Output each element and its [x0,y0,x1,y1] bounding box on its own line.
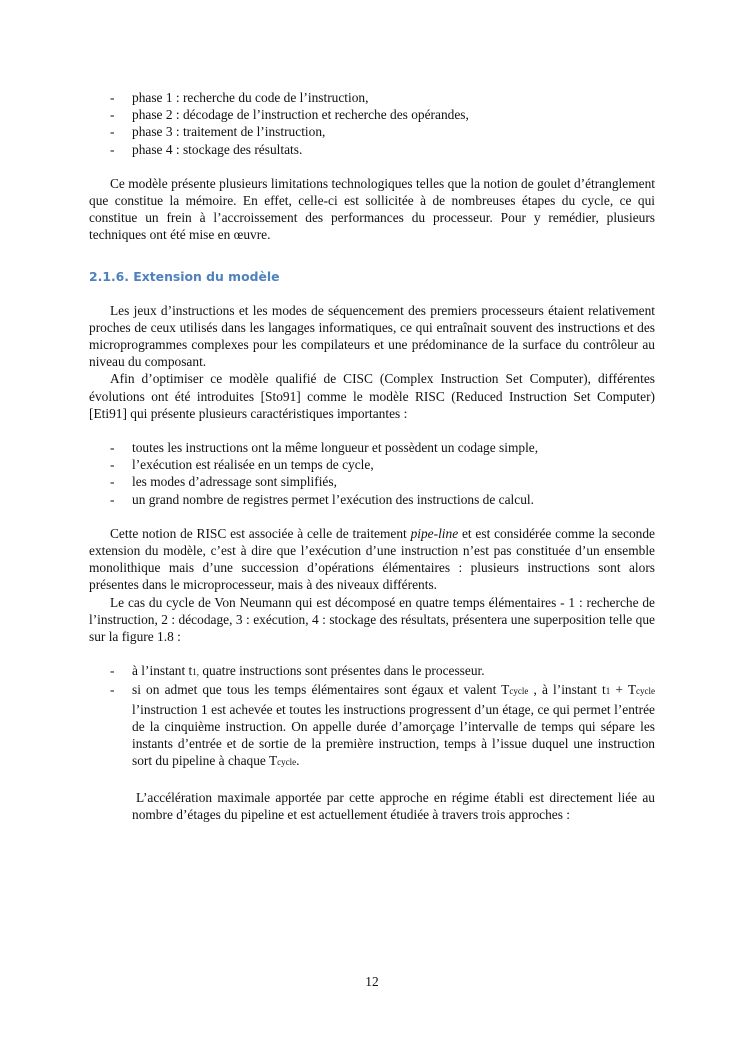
dash-bullet: - [110,141,115,157]
pipeline-term: pipe-line [410,525,459,541]
dash-bullet: - [110,124,115,140]
paragraph-limitations: Ce modèle présente plusieurs limitations technologiques telles que la notion de goulet d’étranglement que constitue la mémoire. En effet, celle-ci est sollicitée à de nombreuses étapes du cycle, ce qui constitue un frein à l’accroissement des performances du processeur. Pour y remédier, plusieurs techniques ont été mise en œuvre. [89,175,655,243]
indented-block [89,789,655,823]
list-item: - un grand nombre de registres permet l’exécution des instructions de calcul. [110,491,534,507]
list-item: - phase 2 : décodage de l’instruction et recherche des opérandes, [110,107,469,123]
list-item: - phase 4 : stockage des résultats. [110,141,303,157]
list-item: - si on admet que tous les temps élémentaires sont égaux et valent Tcycle , à l’instant t1 + Tcycle l’instruction 1 est achevée et toutes les instructions progressent d’un étage, ce qui permet l’entrée de la cinquième instruction. On appelle durée d’amorçage l’intervalle de temps qui sépare les instants d’entrée et de sortie de la première instruction, temps à l’issue duquel une instruction sort du pipeline à chaque Tcycle. [110,682,655,769]
dash-bullet: - [110,90,115,105]
list-item: - phase 3 : traitement de l’instruction, [110,124,326,140]
paragraph-acceleration: L’accélération maximale apportée par cette approche en régime établi est directement liée au nombre d’étages du pipeline et est actuellement étudiée à travers trois approches : [132,789,655,822]
dash-bullet: - [110,491,115,507]
paragraph-cisc-risc: Afin d’optimiser ce modèle qualifié de CISC (Complex Instruction Set Computer), différentes évolutions ont été introduites [Sto91] comme le modèle RISC (Reduced Instruction Set Computer) [Eti91] qui présente plusieurs caractéristiques importantes : [89,371,655,421]
paragraph-jeux-instructions: Les jeux d’instructions et les modes de séquencement des premiers processeurs étaient relativement proches de ceux utilisés dans les langages informatiques, ce qui entraînait souvent des instructions et des microprogrammes complexes pour les compilateurs et une prédominance de la surface du contrôleur au niveau du composant. [89,302,655,370]
dash-bullet: - [110,663,115,679]
page-content [89,89,655,823]
dash-bullet: - [110,107,115,123]
paragraph-von-neumann: Le cas du cycle de Von Neumann qui est décomposé en quatre temps élémentaires - 1 : recherche de l’instruction, 2 : décodage, 3 : exécution, 4 : stockage des résultats, présentera une superposition telle que sur la figure 1.8 : [89,594,655,645]
list-item: - les modes d’adressage sont simplifiés, [110,474,337,490]
risc-characteristics-list [89,439,655,508]
dash-bullet: - [110,682,115,698]
paragraph-pipeline: Cette notion de RISC est associée à celle de traitement pipe-line et est considérée comme la seconde extension du modèle, c’est à dire que l’exécution d’une instruction n’est pas constituée d’un ensemble monolithique mais d’une succession d’opérations élémentaires : plusieurs instructions sont alors présentes dans le microprocesseur, mais à des niveaux différents. [89,525,655,593]
dash-bullet: - [110,474,115,490]
list-item: - phase 1 : recherche du code de l’instruction, [110,90,369,105]
phase-list [89,89,655,158]
page-number: 12 [365,974,379,989]
dash-bullet: - [110,440,115,456]
list-item: - à l’instant t1, quatre instructions sont présentes dans le processeur. [110,663,485,679]
list-item: - l’exécution est réalisée en un temps de cycle, [110,457,374,473]
list-item: - toutes les instructions ont la même longueur et possèdent un codage simple, [110,440,539,456]
section-heading: 2.1.6. Extension du modèle [89,268,280,284]
instants-list [89,662,655,771]
dash-bullet: - [110,457,115,473]
